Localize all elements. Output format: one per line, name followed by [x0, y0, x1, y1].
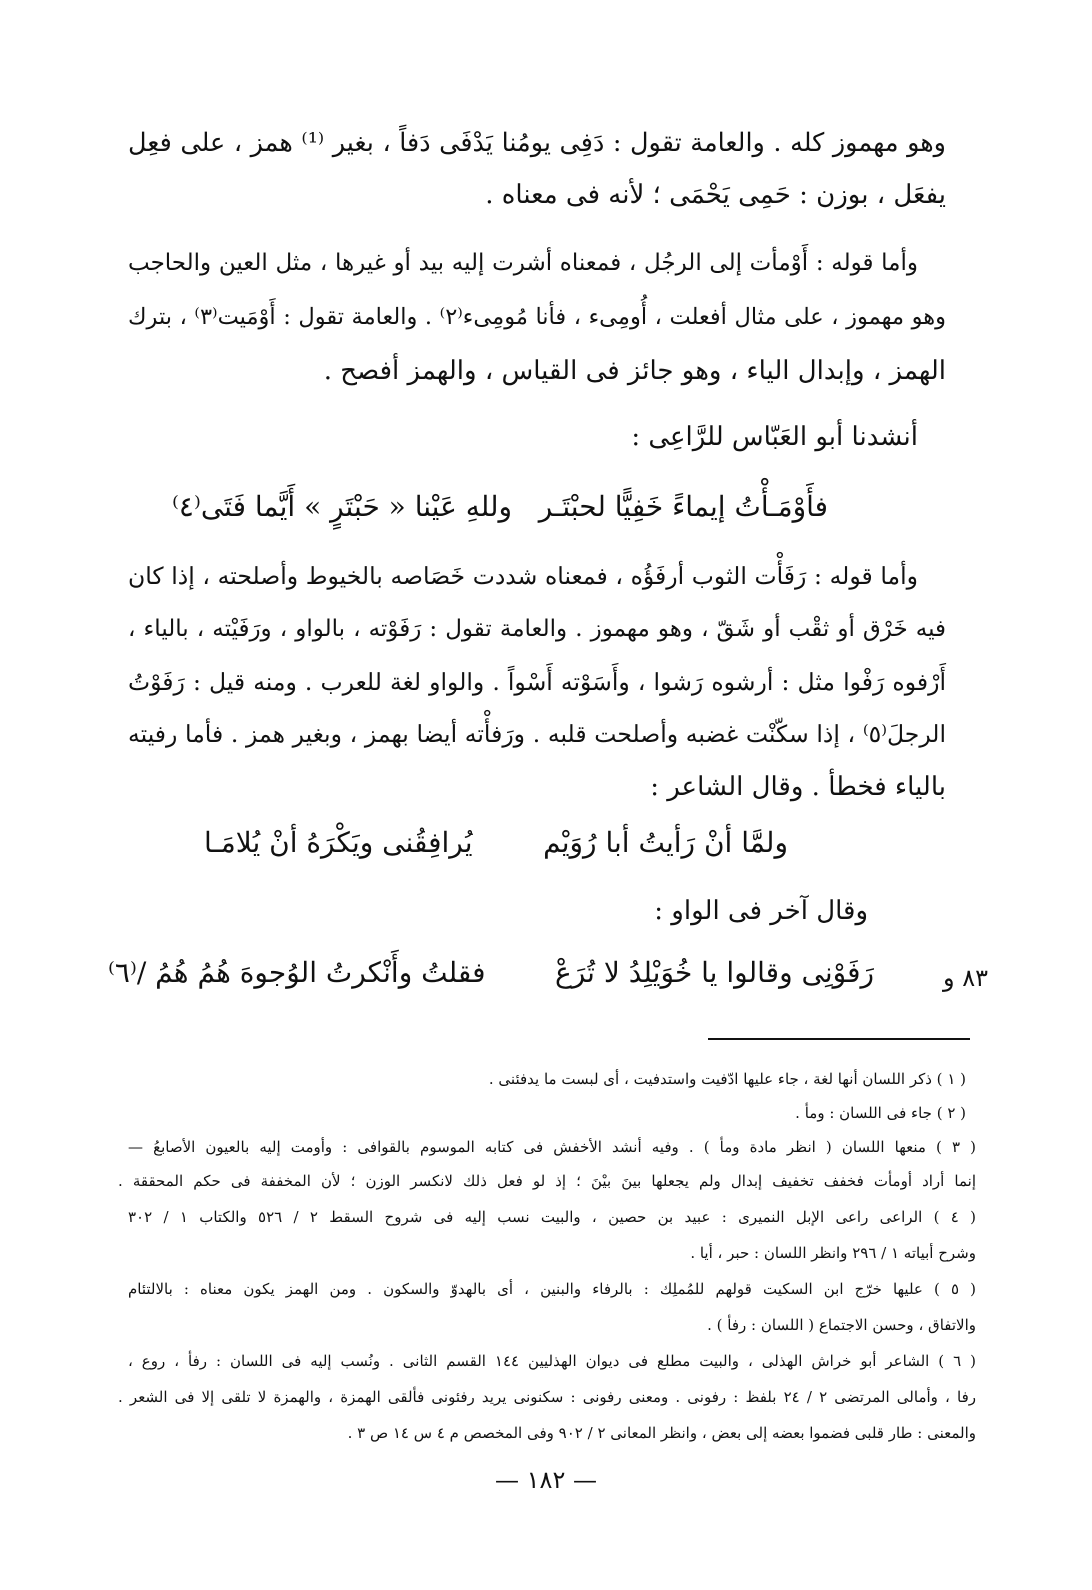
footnote: ( ١ ) ذكر اللسان أنها لغة ، جاء عليها ادّفيت واستدفيت ، أى لبست ما يدفئنى .	[488, 1070, 966, 1088]
footnote-separator	[708, 1038, 970, 1040]
body-line: وهو مهموز ، على مثال أفعلت ، أُومِىء ، فأنا مُومِىء⁽٢⁾ . والعامة تقول : أَوْمَيت⁽٣⁾ ، بترك	[128, 304, 946, 330]
body-line: بالياء فخطأ . وقال الشاعر :	[650, 772, 946, 802]
manuscript-folio-marker: ٨٣ و	[943, 964, 988, 992]
footnote: ( ٢ ) جاء فى اللسان : ومأ .	[795, 1104, 966, 1122]
footnote: إنما أراد أومأت فخفف تخفيف إبدال ولم يجعلها بينَ بيْنَ ؛ إذ لو فعل ذلك لانكسر الوزن ؛ لأن المخففة فى حكم المحققة .	[118, 1172, 976, 1190]
verse-hemistich-right: فأَوْمَـأْتُ إيماءً خَفِيًّا لحبْتَـر	[538, 490, 828, 523]
footnote: ( ٤ ) الراعى راعى الإبل النميرى : عبيد بن حصين ، والبيت نسب إليه فى شروح السقط ٢ / ٥٢٦ والكتاب ١ / ٣٠٢	[128, 1208, 976, 1226]
verse-hemistich-left: فقلتُ وأَنْكرتُ الوُجوهَ هُمُ هُمُ /⁽٦⁾	[108, 956, 486, 989]
footnote: ( ٥ ) عليها خرّج ابن السكيت قولهم للمُملِك : بالرفاء والبنين ، أى بالهدوّ والسكون . ومن الهمز يكون معناه : بالالتئام	[128, 1280, 976, 1298]
body-line: يفعَل ، بوزن : حَمِى يَحْمَى ؛ لأنه فى معناه .	[485, 180, 946, 210]
verse-intro: أنشدنا أبو العَبّاس للرَّاعِى :	[631, 422, 918, 452]
verse-hemistich-left: يُرافِقُنى ويَكْرَهُ أنْ يُلامَـا	[204, 826, 473, 859]
footnote: وشرح أبياته ١ / ٢٩٦ وانظر اللسان : حبر ، أيا .	[690, 1244, 976, 1262]
verse-hemistich-left: وللهِ عَيْنا « حَبْتَرٍ » أَيَّما فَتَى⁽٤⁾	[172, 490, 513, 523]
verse-hemistich-right: ولمَّا أنْ رَأيتُ أبا رُوَيْم	[543, 826, 788, 859]
verse-hemistich-right: رَفَوْنِى وقالوا يا خُوَيْلِدُ لا تُرَعْ	[555, 956, 874, 989]
body-line: أَرْفوه رَفْوا مثل : أرشوه رَشوا ، وأَسَوْته أَسْواً . والواو لغة للعرب . ومنه قيل : رَفَوْتُ	[128, 668, 946, 696]
footnote: والمعنى : طار قلبى فضموا بعضه إلى بعض ، وانظر المعانى ٢ / ٩٠٢ وفى المخصص م ٤ س ١٤ ص ٣ .	[347, 1424, 976, 1442]
footnote: رفا ، وأمالى المرتضى ٢ / ٢٤ بلفظ : رفونى . ومعنى رفونى : سكنونى يريد رفئونى فألقى الهمزة ، والهمزة لا تلقى إلا فى الشعر .	[118, 1388, 977, 1406]
body-line: الرجلَ⁽٥⁾ ، إذا سكّنْت غضبه وأصلحت قلبه . ورَفأْته أيضا بهمز ، وبغير همز . فأما رفيته	[128, 720, 946, 748]
verse-intro: وقال آخر فى الواو :	[654, 896, 868, 926]
body-line: فيه خَرْق أو ثقْب أو شَقّ ، وهو مهموز . والعامة تقول : رَفَوْته ، بالواو ، ورَفَيْته ، بالياء ،	[128, 616, 946, 642]
footnote: والاتفاق ، وحسن الاجتماع ( اللسان : رفأ ) .	[707, 1316, 976, 1334]
body-line: وهو مهموز كله . والعامة تقول : دَفِى يومُنا يَدْفَى دَفاً ، بغير ⁽¹⁾ همز ، على فعِل	[128, 128, 947, 158]
body-line: وأما قوله : رَفَأْت الثوب أرفَؤُه ، فمعناه شددت خَصَاصه بالخيوط وأصلحته ، إذا كان	[128, 562, 918, 590]
footnote: ( ٦ ) الشاعر أبو خراش الهذلى ، والبيت مطلع فى ديوان الهذليين ١٤٤ القسم الثانى . ونُسب إليه فى اللسان : رفأ ، روع ،	[128, 1352, 976, 1370]
page-number: — ١٨٢ —	[495, 1466, 597, 1494]
body-line: الهمز ، وإبدال الياء ، وهو جائز فى القياس ، والهمز أفصح .	[323, 356, 946, 386]
body-line: وأما قوله : أَوْمأت إلى الرجُل ، فمعناه أشرت إليه بيد أو غيرها ، مثل العين والحاجب	[128, 250, 918, 276]
footnote: ( ٣ ) منعها اللسان ( انظر مادة ومأ ) . وفيه أنشد الأخفش فى كتابه الموسوم بالقوافى : وأومت إليه بالعيون الأصابعُ —	[128, 1138, 976, 1156]
